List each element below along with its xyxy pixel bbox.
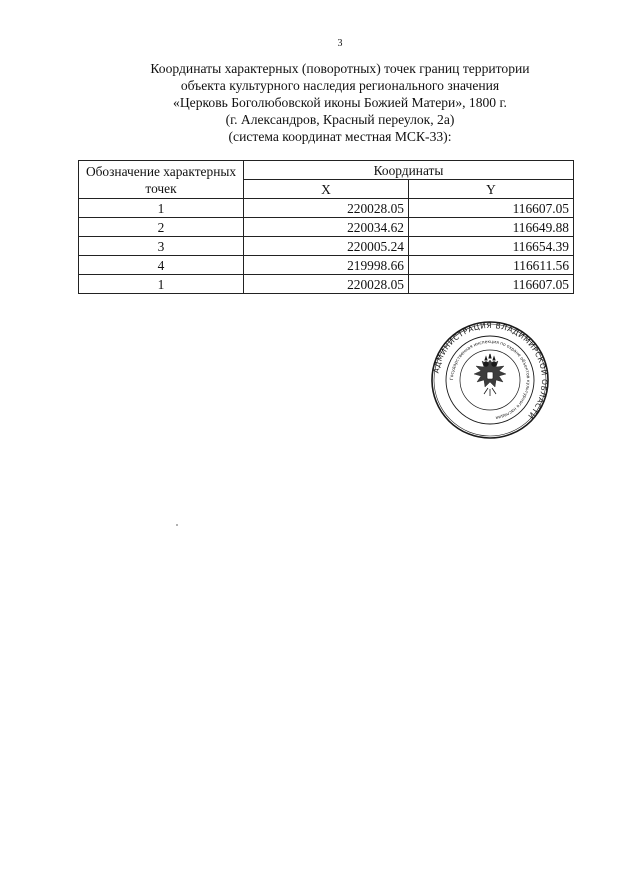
- point-cell: 2: [79, 218, 244, 237]
- point-cell: 4: [79, 256, 244, 275]
- header-point-designation: Обозначение характерных точек: [79, 161, 244, 199]
- table-row: [79, 199, 574, 218]
- point-cell: 3: [79, 237, 244, 256]
- scan-speck: [176, 524, 178, 526]
- coordinates-table: [78, 160, 574, 294]
- table-row: [79, 218, 574, 237]
- title-line-4: (г. Александров, Красный переулок, 2а): [225, 112, 455, 127]
- table-row: [79, 275, 574, 294]
- title-line-2: объекта культурного наследия регионального значения: [180, 78, 500, 93]
- header-y: Y: [409, 180, 574, 199]
- x-cell: 220005.24: [244, 237, 409, 256]
- y-cell: 116649.88: [409, 218, 574, 237]
- x-cell: 220028.05: [244, 275, 409, 294]
- header-x: X: [244, 180, 409, 199]
- x-cell: 220034.62: [244, 218, 409, 237]
- y-cell: 116607.05: [409, 275, 574, 294]
- table-header-row: [79, 161, 574, 180]
- title-line-5: (система координат местная МСК-33):: [228, 129, 452, 144]
- y-cell: 116654.39: [409, 237, 574, 256]
- table-row: [79, 237, 574, 256]
- seal-outer-lettering: АДМИНИСТРАЦИЯ ВЛАДИМИРСКОЙ ОБЛАСТИ: [431, 320, 550, 421]
- document-title: [0, 60, 640, 145]
- seal-inner-lettering: Государственная инспекция по охране объектов культурного наследия: [449, 339, 531, 420]
- x-cell: 219998.66: [244, 256, 409, 275]
- point-cell: 1: [79, 275, 244, 294]
- title-line-1: Координаты характерных (поворотных) точек границ территории: [150, 61, 530, 76]
- x-cell: 220028.05: [244, 199, 409, 218]
- table-row: [79, 256, 574, 275]
- y-cell: 116607.05: [409, 199, 574, 218]
- y-cell: 116611.56: [409, 256, 574, 275]
- point-cell: 1: [79, 199, 244, 218]
- eagle-emblem-icon: [474, 354, 506, 396]
- official-seal-stamp: [430, 320, 550, 440]
- page-number: 3: [337, 38, 343, 49]
- title-line-3: «Церковь Боголюбовской иконы Божией Матери», 1800 г.: [173, 95, 507, 110]
- header-coordinates: Координаты: [244, 161, 574, 180]
